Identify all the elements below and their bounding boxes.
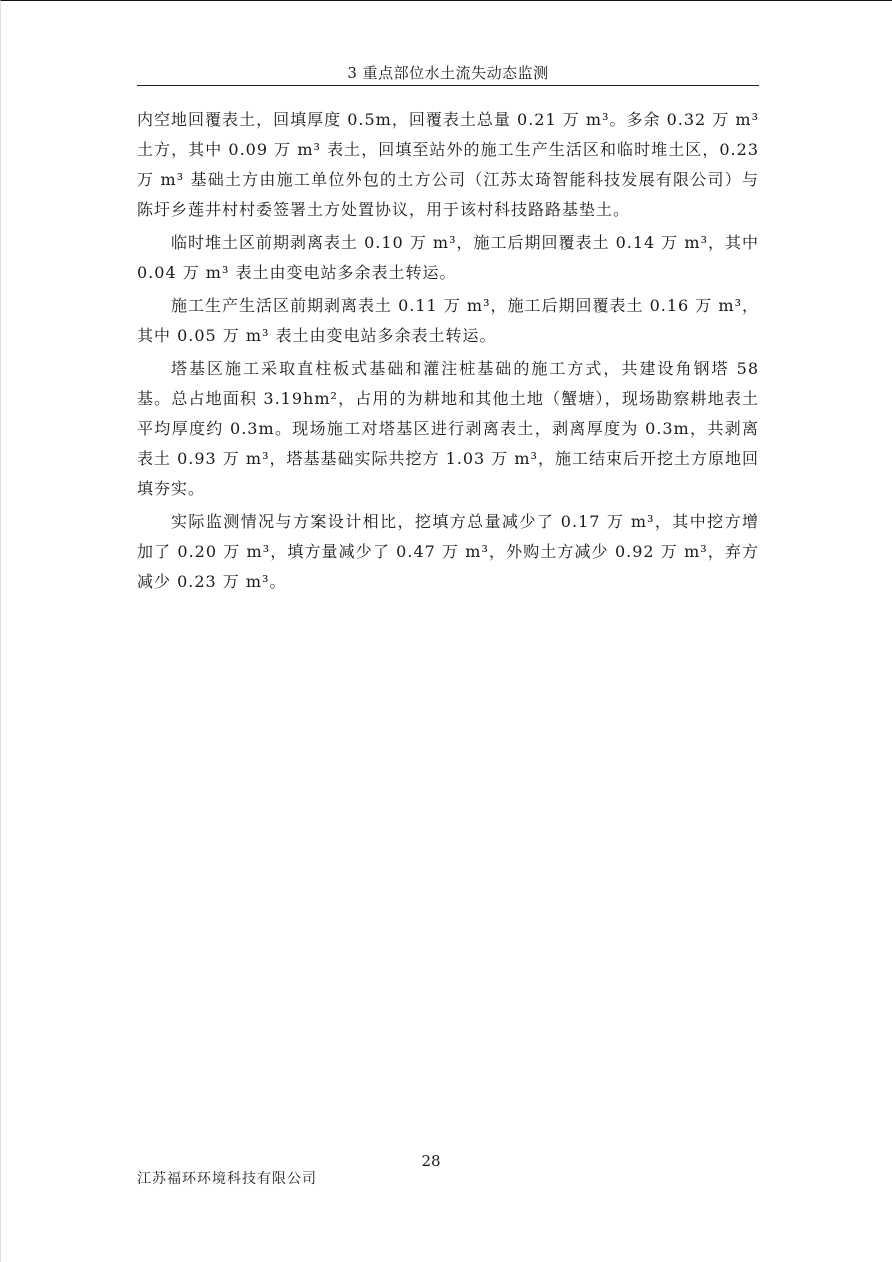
paragraph-5: 实际监测情况与方案设计相比，挖填方总量减少了 0.17 万 m³，其中挖方增加了 0.20 万 m³，填方量减少了 0.47 万 m³，外购土方减少 0.92 万 m³，弃方减少 0.23 万 m³。 [137,512,759,591]
footer-company-name: 江苏福环环境科技有限公司 [137,1171,317,1187]
document-body [137,105,759,597]
paragraph-2: 临时堆土区前期剥离表土 0.10 万 m³，施工后期回覆表土 0.14 万 m³，其中 0.04 万 m³ 表土由变电站多余表土转运。 [137,233,759,282]
paragraph-3: 施工生产生活区前期剥离表土 0.11 万 m³，施工后期回覆表土 0.16 万 m³，其中 0.05 万 m³ 表土由变电站多余表土转运。 [137,296,759,345]
paragraph-1: 内空地回覆表土，回填厚度 0.5m，回覆表土总量 0.21 万 m³。多余 0.32 万 m³ 土方，其中 0.09 万 m³ 表土，回填至站外的施工生产生活区和临时堆土区，0.23 万 m³ 基础土方由施工单位外包的土方公司（江苏太琦智能科技发展有限公司）与陈圩乡莲井村村委签署土方处置协议，用于该村科技路路基垫土。 [137,110,759,219]
section-header-title: 3 重点部位水土流失动态监测 [347,64,549,82]
header-divider [137,85,759,86]
page-number: 28 [421,1152,441,1170]
paragraph-4: 塔基区施工采取直柱板式基础和灌注桩基础的施工方式，共建设角钢塔 58 基。总占地面积 3.19hm²，占用的为耕地和其他土地（蟹塘），现场勘察耕地表土平均厚度约 0.3m。现场施工对塔基区进行剥离表土，剥离厚度为 0.3m，共剥离表土 0.93 万 m³，塔基基础实际共挖方 1.03 万 m³，施工结束后开挖土方原地回填夯实。 [137,359,759,498]
